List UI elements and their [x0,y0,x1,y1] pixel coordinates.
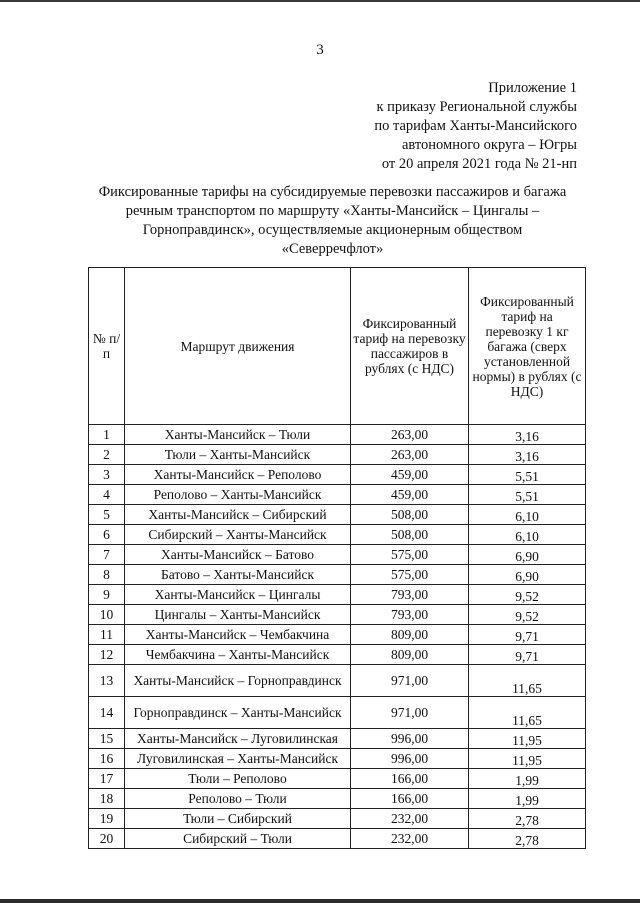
baggage-tariff-cell: 2,78 [469,829,586,849]
passenger-tariff-cell: 575,00 [351,565,469,585]
table-row [89,585,586,605]
row-number: 2 [89,445,125,465]
passenger-tariff-cell: 232,00 [351,809,469,829]
passenger-tariff-cell: 971,00 [351,697,469,729]
route-cell: Ханты-Мансийск – Сибирский [125,505,351,525]
appendix-line: по тарифам Ханты-Мансийского [374,118,577,134]
table-row [89,505,586,525]
table-header-row [89,268,586,425]
baggage-tariff-cell: 9,52 [469,605,586,625]
route-cell: Ханты-Мансийск – Горноправдинск [125,665,351,697]
baggage-tariff-cell: 3,16 [469,425,586,445]
baggage-tariff-cell: 11,65 [469,697,586,729]
baggage-tariff-cell: 2,78 [469,809,586,829]
row-number: 18 [89,789,125,809]
row-number: 5 [89,505,125,525]
table-row [89,645,586,665]
baggage-tariff-cell: 5,51 [469,485,586,505]
row-number: 12 [89,645,125,665]
table-row [89,749,586,769]
passenger-tariff-cell: 971,00 [351,665,469,697]
baggage-tariff-cell: 9,71 [469,625,586,645]
row-number: 8 [89,565,125,585]
route-cell: Реполово – Ханты-Мансийск [125,485,351,505]
table-row [89,525,586,545]
table-row [89,809,586,829]
document-title [80,183,585,259]
route-cell: Сибирский – Тюли [125,829,351,849]
passenger-tariff-cell: 459,00 [351,465,469,485]
passenger-tariff-cell: 166,00 [351,789,469,809]
baggage-tariff-cell: 6,90 [469,545,586,565]
route-cell: Чембакчина – Ханты-Мансийск [125,645,351,665]
baggage-tariff-cell: 9,71 [469,645,586,665]
route-cell: Ханты-Мансийск – Тюли [125,425,351,445]
table-row [89,829,586,849]
appendix-line: от 20 апреля 2021 года № 21-нп [381,156,577,172]
appendix-line: к приказу Региональной службы [376,99,577,115]
route-cell: Луговилинская – Ханты-Мансийск [125,749,351,769]
appendix-line: Приложение 1 [488,80,577,96]
row-number: 10 [89,605,125,625]
passenger-tariff-cell: 263,00 [351,425,469,445]
baggage-tariff-cell: 6,10 [469,525,586,545]
passenger-tariff-cell: 996,00 [351,729,469,749]
header-number: № п/п [89,268,125,425]
table-row [89,465,586,485]
route-cell: Сибирский – Ханты-Мансийск [125,525,351,545]
table-row [89,425,586,445]
page-number: 3 [316,42,324,58]
passenger-tariff-cell: 809,00 [351,625,469,645]
row-number: 11 [89,625,125,645]
route-cell: Цингалы – Ханты-Мансийск [125,605,351,625]
baggage-tariff-cell: 11,65 [469,665,586,697]
title-line: Горноправдинск», осуществляемые акционерным обществом [142,222,523,238]
title-line: речным транспортом по маршруту «Ханты-Мансийск – Цингалы – [125,203,540,219]
title-line: Фиксированные тарифы на субсидируемые перевозки пассажиров и багажа [98,184,567,200]
passenger-tariff-cell: 793,00 [351,585,469,605]
route-cell: Горноправдинск – Ханты-Мансийск [125,697,351,729]
row-number: 17 [89,769,125,789]
route-cell: Ханты-Мансийск – Батово [125,545,351,565]
baggage-tariff-cell: 1,99 [469,769,586,789]
row-number: 1 [89,425,125,445]
baggage-tariff-cell: 3,16 [469,445,586,465]
passenger-tariff-cell: 459,00 [351,485,469,505]
baggage-tariff-cell: 6,10 [469,505,586,525]
baggage-tariff-cell: 9,52 [469,585,586,605]
row-number: 14 [89,697,125,729]
passenger-tariff-cell: 793,00 [351,605,469,625]
appendix-line: автономного округа – Югры [401,137,577,153]
row-number: 20 [89,829,125,849]
baggage-tariff-cell: 1,99 [469,789,586,809]
header-baggage-tariff: Фиксированный тариф на перевозку 1 кг багажа (сверх установленной нормы) в рублях (с НДС) [469,268,586,425]
table-row [89,729,586,749]
baggage-tariff-cell: 11,95 [469,729,586,749]
table-row [89,545,586,565]
table-row [89,789,586,809]
passenger-tariff-cell: 166,00 [351,769,469,789]
table-row [89,565,586,585]
row-number: 19 [89,809,125,829]
passenger-tariff-cell: 232,00 [351,829,469,849]
row-number: 7 [89,545,125,565]
scan-edge-bottom [0,899,640,903]
route-cell: Ханты-Мансийск – Цингалы [125,585,351,605]
header-route: Маршрут движения [125,268,351,425]
baggage-tariff-cell: 5,51 [469,465,586,485]
title-line: «Северречфлот» [281,241,384,257]
table-row [89,665,586,697]
header-passenger-tariff: Фиксированный тариф на перевозку пассажиров в рублях (с НДС) [351,268,469,425]
route-cell: Реполово – Тюли [125,789,351,809]
route-cell: Ханты-Мансийск – Чембакчина [125,625,351,645]
row-number: 3 [89,465,125,485]
appendix-block [374,79,577,174]
passenger-tariff-cell: 508,00 [351,525,469,545]
route-cell: Ханты-Мансийск – Реполово [125,465,351,485]
row-number: 6 [89,525,125,545]
baggage-tariff-cell: 11,95 [469,749,586,769]
table-row [89,769,586,789]
route-cell: Ханты-Мансийск – Луговилинская [125,729,351,749]
table-row [89,605,586,625]
row-number: 16 [89,749,125,769]
passenger-tariff-cell: 508,00 [351,505,469,525]
row-number: 4 [89,485,125,505]
passenger-tariff-cell: 996,00 [351,749,469,769]
row-number: 9 [89,585,125,605]
passenger-tariff-cell: 263,00 [351,445,469,465]
tariff-table [88,267,586,849]
route-cell: Батово – Ханты-Мансийск [125,565,351,585]
baggage-tariff-cell: 6,90 [469,565,586,585]
passenger-tariff-cell: 809,00 [351,645,469,665]
row-number: 13 [89,665,125,697]
route-cell: Тюли – Сибирский [125,809,351,829]
route-cell: Тюли – Ханты-Мансийск [125,445,351,465]
passenger-tariff-cell: 575,00 [351,545,469,565]
table-row [89,445,586,465]
scan-edge-top [0,0,640,2]
table-row [89,697,586,729]
route-cell: Тюли – Реполово [125,769,351,789]
table-row [89,625,586,645]
row-number: 15 [89,729,125,749]
table-row [89,485,586,505]
